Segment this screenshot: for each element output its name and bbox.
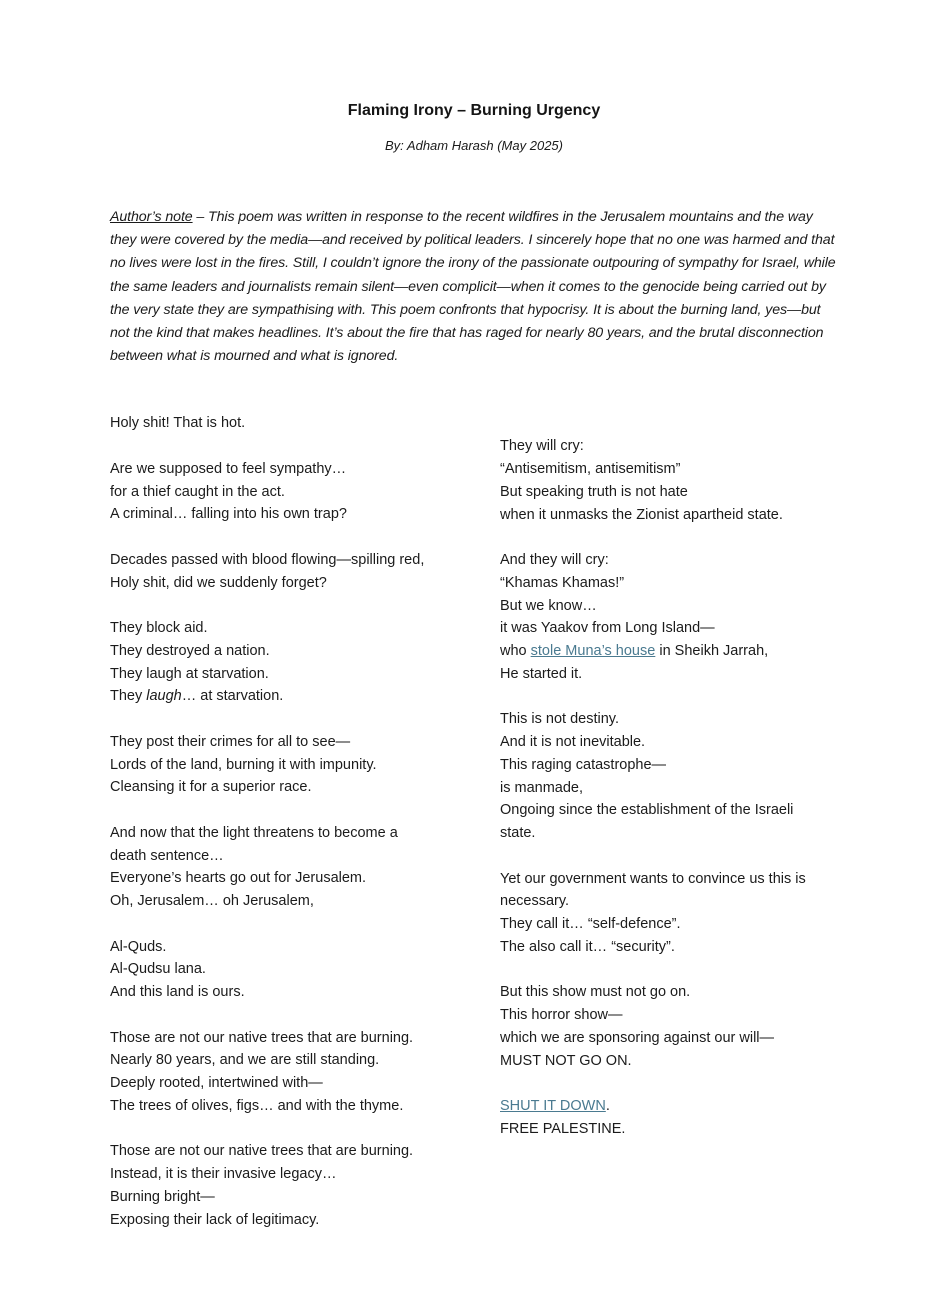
poem-text: Holy shit! That is hot. — [110, 415, 246, 432]
poem-text: And it is not inevitable. — [500, 734, 646, 751]
poem-text: MUST NOT GO ON. — [500, 1052, 632, 1069]
poem-line — [110, 458, 448, 481]
poem-text: is manmade, — [500, 779, 584, 796]
poem-text: They call it… “self-defence”. — [500, 916, 681, 933]
poem-line — [110, 1049, 448, 1072]
poem-text: They — [110, 688, 147, 705]
poem-line — [500, 708, 838, 731]
poem-text: Those are not our native trees that are burning. — [110, 1029, 414, 1046]
poem-text: state. — [500, 825, 536, 842]
poem-text: They destroyed a nation. — [110, 642, 270, 659]
poem-text: Those are not our native trees that are burning. — [110, 1143, 414, 1160]
poem-text: . — [605, 1098, 610, 1115]
poem — [110, 412, 838, 1231]
poem-text: They post their crimes for all to see— — [110, 733, 351, 750]
stanza — [110, 549, 448, 595]
stanza — [500, 708, 838, 845]
poem-line — [110, 503, 448, 526]
stanza — [110, 412, 448, 435]
poem-text: Instead, it is their invasive legacy… — [110, 1166, 337, 1183]
emphasized-text: laugh — [146, 688, 182, 705]
poem-line — [500, 504, 838, 527]
poem-text: Decades passed with blood flowing—spilling red, — [110, 551, 425, 568]
poem-line — [500, 913, 838, 936]
poem-column-left — [110, 412, 448, 1231]
poem-text: “Khamas Khamas!” — [500, 574, 625, 591]
poem-line — [500, 754, 838, 777]
poem-text: A criminal… falling into his own trap? — [110, 506, 347, 523]
poem-line — [110, 481, 448, 504]
poem-text: when it unmasks the Zionist apartheid state. — [500, 506, 783, 523]
poem-line — [110, 981, 448, 1004]
poem-line — [110, 1095, 448, 1118]
poem-line — [500, 936, 838, 959]
poem-text: FREE PALESTINE. — [500, 1120, 626, 1137]
poem-line — [500, 549, 838, 572]
poem-text: The also call it… “security”. — [500, 938, 675, 955]
stanza — [110, 617, 448, 708]
poem-text: “Antisemitism, antisemitism” — [500, 461, 681, 478]
poem-text: This horror show— — [500, 1007, 623, 1024]
poem-line — [110, 958, 448, 981]
poem-line — [110, 776, 448, 799]
poem-text: Deeply rooted, intertwined with— — [110, 1075, 323, 1092]
poem-text: And now that the light threatens to become a — [110, 824, 398, 841]
poem-line — [500, 572, 838, 595]
stanza — [110, 458, 448, 526]
poem-column-right — [500, 412, 838, 1231]
poem-line — [110, 663, 448, 686]
stanza — [110, 731, 448, 799]
shut-it-down-link[interactable]: SHUT IT DOWN — [500, 1098, 606, 1115]
poem-text: Al-Qudsu lana. — [110, 961, 206, 978]
poem-text: Exposing their lack of legitimacy. — [110, 1211, 320, 1228]
poem-text: But this show must not go on. — [500, 984, 691, 1001]
poem-text: death sentence… — [110, 847, 224, 864]
poem-line — [110, 1163, 448, 1186]
stanza — [500, 868, 838, 959]
poem-text: … at starvation. — [181, 688, 284, 705]
poem-text: Lords of the land, burning it with impunity. — [110, 756, 377, 773]
poem-line — [110, 1072, 448, 1095]
poem-text: They will cry: — [500, 438, 584, 455]
poem-line — [500, 777, 838, 800]
poem-text: Cleansing it for a superior race. — [110, 779, 312, 796]
poem-line — [110, 867, 448, 890]
stanza — [500, 1095, 838, 1141]
poem-line — [500, 663, 838, 686]
poem-line — [500, 868, 838, 891]
byline: By: Adham Harash (May 2025) — [385, 138, 563, 153]
poem-text: But speaking truth is not hate — [500, 483, 688, 500]
poem-line — [110, 1209, 448, 1232]
poem-text: Holy shit, did we suddenly forget? — [110, 574, 327, 591]
poem-text: Oh, Jerusalem… oh Jerusalem, — [110, 893, 314, 910]
poem-text: Are we supposed to feel sympathy… — [110, 460, 347, 477]
poem-text: Burning bright— — [110, 1188, 215, 1205]
stanza — [110, 822, 448, 913]
authors-note — [110, 206, 838, 368]
poem-text: for a thief caught in the act. — [110, 483, 285, 500]
poem-text: Everyone’s hearts go out for Jerusalem. — [110, 870, 367, 887]
stanza — [110, 936, 448, 1004]
poem-line — [500, 617, 838, 640]
poem-text: Al-Quds. — [110, 938, 167, 955]
muna-house-link[interactable]: stole Muna’s house — [530, 643, 656, 660]
poem-line — [110, 685, 448, 708]
poem-line — [500, 799, 838, 822]
stanza — [500, 981, 838, 1072]
poem-line — [110, 936, 448, 959]
poem-text: in Sheikh Jarrah, — [655, 643, 769, 660]
poem-line — [500, 1004, 838, 1027]
poem-line — [500, 1027, 838, 1050]
poem-line — [500, 1118, 838, 1141]
poem-text: who — [500, 643, 531, 660]
poem-line — [110, 549, 448, 572]
poem-line — [110, 640, 448, 663]
poem-line — [500, 435, 838, 458]
authors-note-text: – This poem was written in response to the recent wildfires in the Jerusalem mountains and the way they were covered by the media—and received by political leaders. I sincerely hope that no one was harmed and that no lives were lost in the fires. Still, I couldn’t ignore the irony of the passionate outpouring of sympathy for Israel, while the same leaders and journalists remain silent—even complicit—when it comes to the genocide being carried out by the very state they are sympathising with. This poem confronts that hypocrisy. It is about the burning land, yes—but not the kind that makes headlines. It’s about the fire that has raged for nearly 80 years, and the brutal disconnection between what is mourned and what is ignored. — [110, 209, 836, 365]
poem-text: This is not destiny. — [500, 711, 620, 728]
poem-line — [110, 731, 448, 754]
poem-text: which we are sponsoring against our will— — [500, 1029, 775, 1046]
poem-line — [500, 890, 838, 913]
stanza — [110, 1140, 448, 1231]
poem-line — [110, 617, 448, 640]
poem-line — [500, 481, 838, 504]
poem-text: They block aid. — [110, 620, 208, 637]
poem-text: He started it. — [500, 665, 583, 682]
poem-text: Ongoing since the establishment of the Israeli — [500, 802, 794, 819]
poem-text: And this land is ours. — [110, 984, 245, 1001]
poem-line — [500, 822, 838, 845]
poem-text: Nearly 80 years, and we are still standing. — [110, 1052, 380, 1069]
poem-line — [500, 640, 838, 663]
poem-line — [500, 981, 838, 1004]
poem-line — [500, 1095, 838, 1118]
poem-line — [110, 1140, 448, 1163]
poem-text: The trees of olives, figs… and with the thyme. — [110, 1097, 404, 1114]
poem-line — [110, 412, 448, 435]
stanza — [500, 435, 838, 526]
poem-line — [110, 754, 448, 777]
poem-line — [500, 1050, 838, 1073]
stanza — [110, 1027, 448, 1118]
page-title: Flaming Irony – Burning Urgency — [347, 102, 601, 119]
poem-line — [110, 845, 448, 868]
authors-note-label: Author’s note — [110, 209, 193, 225]
poem-line — [500, 595, 838, 618]
poem-line — [500, 458, 838, 481]
poem-line — [110, 572, 448, 595]
poem-text: Yet our government wants to convince us this is — [500, 870, 806, 887]
poem-text: But we know… — [500, 597, 597, 614]
poem-text: it was Yaakov from Long Island— — [500, 620, 715, 637]
poem-line — [110, 1186, 448, 1209]
poem-line — [110, 1027, 448, 1050]
poem-line — [500, 731, 838, 754]
poem-text: They laugh at starvation. — [110, 665, 269, 682]
poem-text: necessary. — [500, 893, 570, 910]
poem-line — [110, 822, 448, 845]
poem-line — [110, 890, 448, 913]
stanza — [500, 549, 838, 686]
poem-text: This raging catastrophe— — [500, 756, 667, 773]
poem-text: And they will cry: — [500, 552, 609, 569]
